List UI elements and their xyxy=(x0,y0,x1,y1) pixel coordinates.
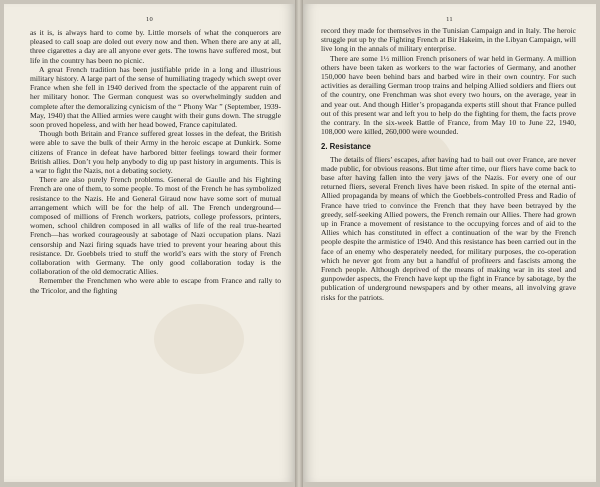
right-page-body xyxy=(321,26,576,302)
paragraph: Though both Britain and France suffered great losses in the defeat, the British were able to save the bulk of their Army in the heroic escape at Dunkirk. Some citizens of France in defeat have harbored bitter feelings toward their former British allies. Don’t you help anybody to dig up past history in arguments. This is a war to fight the Nazis, not a debating society. xyxy=(30,129,281,176)
book-gutter xyxy=(295,0,303,487)
right-page xyxy=(303,4,596,482)
right-page-number: 11 xyxy=(446,16,453,23)
left-page-body xyxy=(30,28,281,295)
paper-stain xyxy=(154,304,244,374)
left-page xyxy=(4,4,295,482)
paragraph: The details of fliers’ escapes, after having had to bail out over France, are never made public, for obvious reasons. But time after time, our fliers have come back to base after having fallen into the very jaws of the Nazis. For every one of our returned fliers, several French lives have been risked. In spite of the eternal anti-Allied propaganda by means of which the Goebbels-controlled Press and Radio of France have tried to convince the French that they have been betrayed by the greedy, self-seeking Allied powers, the French remain our Allies. There had grown up in France a movement of resistance to the occupying forces and of aid to the Allies which has constituted in effect a continuation of the war by the French people despite the armistice of 1940. And this resistance has been carried out in the face of an enemy who desperately needed, for military purposes, the co-operation which he never got from any but a handful of profiteers and fascists among the French people. Although deprived of the means of making war in its steel and gunpowder aspects, the French have kept up the fight in France by sabotage, by the publication of underground newspapers and by other means, all involving grave risks for the patriots. xyxy=(321,154,576,302)
paragraph: There are also purely French problems. General de Gaulle and his Fighting French are one of them, to some people. To most of the French he has symbolized resistance to the Nazis. He and General Giraud now have some sort of mutual arrangement which will be for the help of all. The French underground—composed of millions of French workers, patriots, college professors, printers, women, school children composed in all walks of life of the real true-hearted French—has worked courageously at sabotage of Nazi occupation plans. Nazi censorship and Nazi firing squads have tried to prevent your hearing about this resistance. Dr. Goebbels tried to stuff the world’s ears with the story of French collaboration with Germany. The only good collaboration today is the collaboration of the old democratic Allies. xyxy=(30,175,281,277)
left-page-number: 10 xyxy=(145,16,154,23)
paragraph: as it is, is always hard to come by. Little morsels of what the conquerors are pleased to call soap are doled out every now and then. When there are any at all, three cigarettes a day are all anyone ever gets. The towns have suffered most, but life in the country has been no picnic. xyxy=(30,28,281,65)
paragraph: Remember the Frenchmen who were able to escape from France and rally to the Tricolor, and the fighting xyxy=(30,276,281,295)
section-heading: 2. Resistance xyxy=(321,142,371,152)
paragraph: record they made for themselves in the Tunisian Campaign and in Italy. The heroic struggle put up by the Fighting French at Bir Hakeim, in the Libyan Campaign, will live long in the annals of military enterprise. xyxy=(321,26,576,54)
paragraph: There are some 1½ million French prisoners of war held in Germany. A million others have been taken as workers to the war factories of Germany, and another 150,000 have been behind bars and barbed wire in their own country. For such activities as derailing German troop trains and helping Allied soldiers and fliers out of the country, one Frenchman was shot every two hours, on the average, year in and year out. And though Hitler’s propaganda experts still shout that France pulled out of this present war and left you to help do the fighting for them, the facts prove the contrary. In the six-week Battle of France, from May 10 to June 22, 1940, 108,000 were killed, 260,000 were wounded. xyxy=(321,53,576,137)
paragraph: A great French tradition has been justifiable pride in a long and illustrious military history. A large part of the sense of humiliating tragedy which swept over France when she fell in 1940 derived from the spectacle of the apparent ruin of her military honor. The German conquest was so overwhelmingly sudden and complete after the demoralizing cynicism of the “ Phony War ” (September, 1939-May, 1940) that the Allied armies were caught with their guns down. The struggle soon proved hopeless, and with her head bowed, France capitulated. xyxy=(30,64,281,130)
